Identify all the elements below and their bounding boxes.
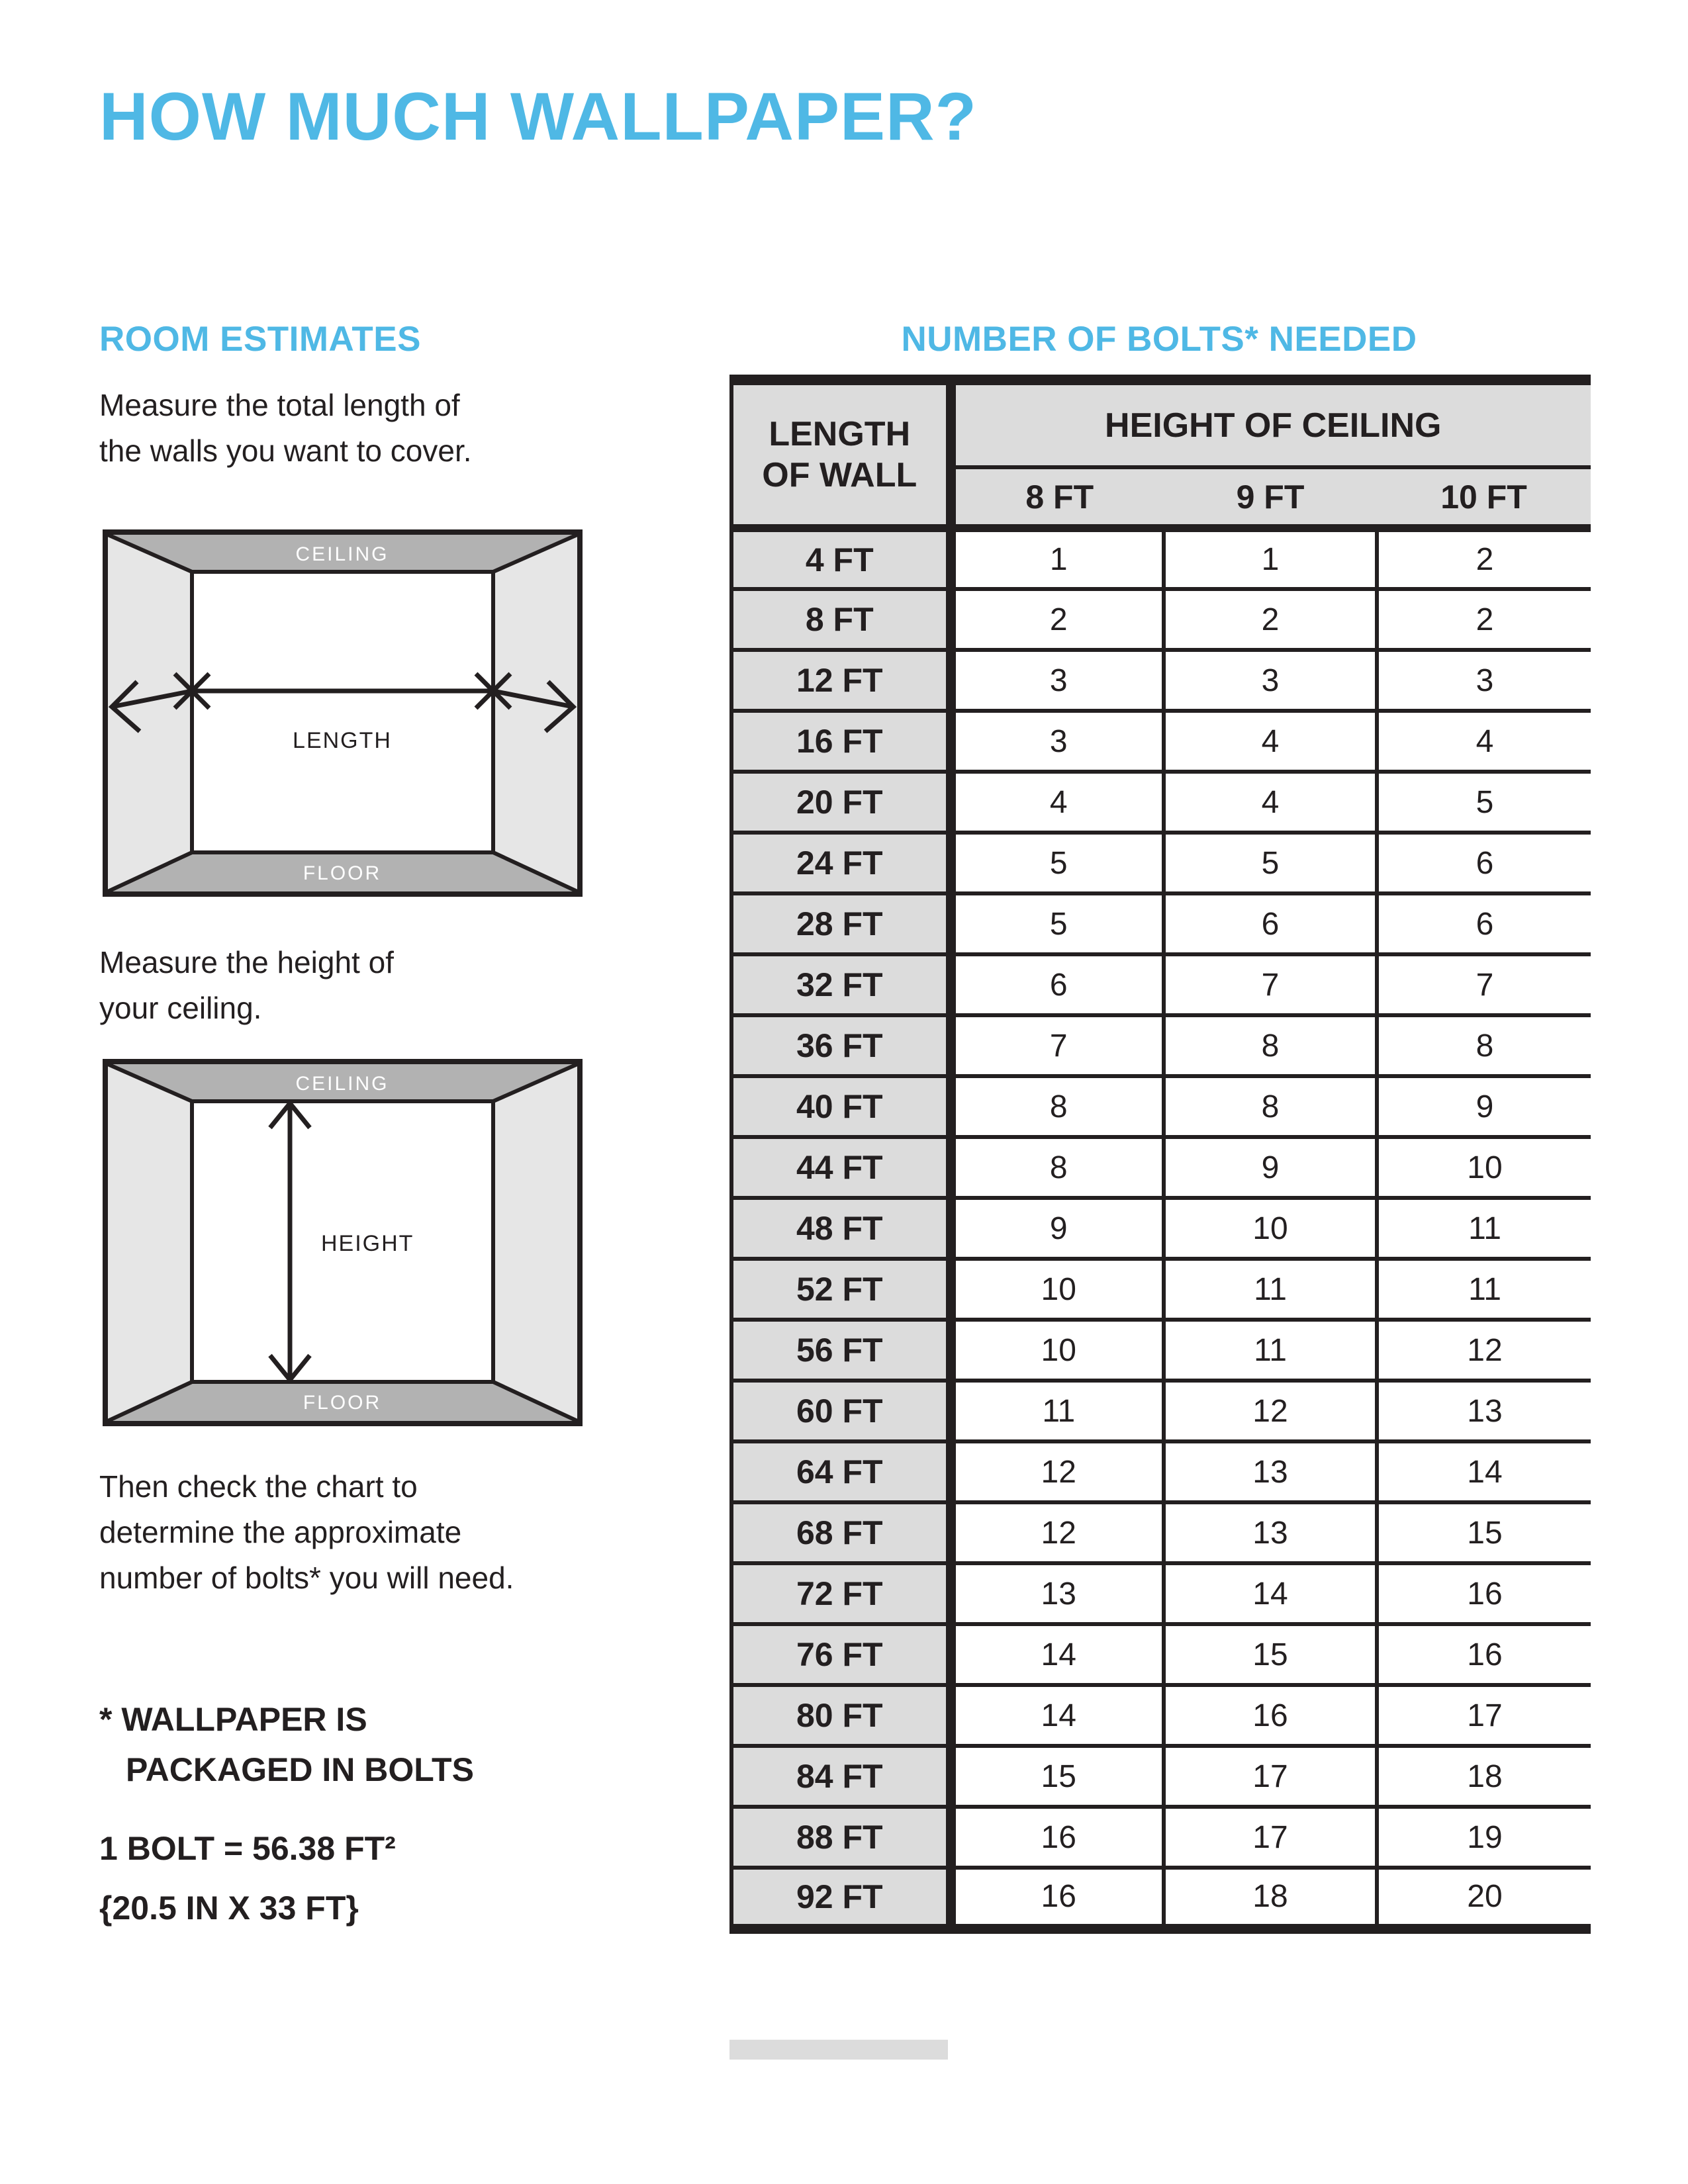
bolt-count-cell: 2 <box>951 589 1164 650</box>
bolt-count-cell: 16 <box>951 1868 1164 1929</box>
room-height-diagram <box>103 1059 583 1426</box>
table-row <box>731 772 1591 833</box>
instruction-check-chart <box>99 1464 514 1601</box>
bolt-count-cell: 2 <box>1164 589 1377 650</box>
table-row <box>731 1807 1591 1868</box>
length-of-wall-header <box>731 380 951 528</box>
wall-length-cell: 84 FT <box>731 1746 951 1807</box>
bolt-count-cell: 14 <box>951 1685 1164 1746</box>
bolt-count-cell: 11 <box>1377 1198 1591 1259</box>
table-row <box>731 1563 1591 1624</box>
bolt-count-cell: 18 <box>1164 1868 1377 1929</box>
bolt-count-cell: 5 <box>1164 833 1377 893</box>
bolt-count-cell: 16 <box>1164 1685 1377 1746</box>
bolt-count-cell: 17 <box>1377 1685 1591 1746</box>
left-wall-surface <box>108 1064 192 1421</box>
bolt-count-cell: 3 <box>1164 650 1377 711</box>
wall-length-cell: 76 FT <box>731 1624 951 1685</box>
bolt-count-cell: 10 <box>951 1259 1164 1320</box>
col-header-10ft: 10 FT <box>1377 467 1591 528</box>
bolt-count-cell: 19 <box>1377 1807 1591 1868</box>
bolt-count-cell: 10 <box>1164 1198 1377 1259</box>
table-row <box>731 711 1591 772</box>
bolt-count-cell: 9 <box>951 1198 1164 1259</box>
bolt-count-cell: 12 <box>1377 1320 1591 1381</box>
wall-length-cell: 72 FT <box>731 1563 951 1624</box>
bolt-count-cell: 13 <box>1164 1502 1377 1563</box>
bolt-count-cell: 16 <box>1377 1624 1591 1685</box>
bolt-count-cell: 13 <box>1164 1441 1377 1502</box>
footnote-line: PACKAGED IN BOLTS <box>126 1751 474 1788</box>
table-row <box>731 1624 1591 1685</box>
bolt-count-cell: 16 <box>1377 1563 1591 1624</box>
room-length-diagram <box>103 529 583 897</box>
bolt-count-cell: 2 <box>1377 589 1591 650</box>
bolt-count-cell: 11 <box>1164 1320 1377 1381</box>
wall-length-cell: 4 FT <box>731 528 951 589</box>
bolt-count-cell: 14 <box>1377 1441 1591 1502</box>
wall-length-cell: 8 FT <box>731 589 951 650</box>
instruction-line: Measure the height of <box>99 945 394 979</box>
bolt-count-cell: 12 <box>1164 1381 1377 1441</box>
right-wall-surface <box>493 1064 577 1421</box>
bolt-count-cell: 6 <box>951 954 1164 1015</box>
instruction-line: number of bolts* you will need. <box>99 1561 514 1595</box>
instruction-line: determine the approximate <box>99 1515 462 1549</box>
height-dimension-label: HEIGHT <box>321 1231 414 1256</box>
bolt-count-cell: 17 <box>1164 1746 1377 1807</box>
col-header-8ft: 8 FT <box>951 467 1164 528</box>
wall-length-cell: 52 FT <box>731 1259 951 1320</box>
table-row <box>731 1076 1591 1137</box>
bolt-count-cell: 14 <box>951 1624 1164 1685</box>
wall-length-cell: 16 FT <box>731 711 951 772</box>
height-of-ceiling-header: HEIGHT OF CEILING <box>951 380 1591 467</box>
table-row <box>731 893 1591 954</box>
bolt-count-cell: 16 <box>951 1807 1164 1868</box>
wall-length-cell: 88 FT <box>731 1807 951 1868</box>
bolts-table-heading: NUMBER OF BOLTS* NEEDED <box>901 320 1417 359</box>
header-line: OF WALL <box>762 456 917 494</box>
bolt-count-cell: 4 <box>951 772 1164 833</box>
table-left-column-stub <box>729 2040 948 2060</box>
header-line: LENGTH <box>769 415 911 453</box>
page-title: HOW MUCH WALLPAPER? <box>99 79 977 154</box>
bolt-count-cell: 1 <box>1049 542 1068 577</box>
bolt-count-cell: 9 <box>1164 1137 1377 1198</box>
bolt-count-cell: 2 <box>1377 528 1591 589</box>
wall-length-cell: 60 FT <box>731 1381 951 1441</box>
wall-length-cell: 28 FT <box>731 893 951 954</box>
table-row <box>731 1198 1591 1259</box>
wall-length-cell: 68 FT <box>731 1502 951 1563</box>
table-row <box>731 1259 1591 1320</box>
length-dimension-label: LENGTH <box>293 728 392 753</box>
bolt-count-cell: 12 <box>951 1441 1164 1502</box>
footnote-line: * WALLPAPER IS <box>99 1701 367 1738</box>
table-row <box>731 833 1591 893</box>
table-row <box>731 1502 1591 1563</box>
bolt-count-cell: 7 <box>951 1015 1164 1076</box>
instruction-line: Measure the total length of <box>99 388 460 422</box>
bolt-count-cell: 5 <box>951 833 1164 893</box>
bolt-count-cell: 8 <box>1164 1015 1377 1076</box>
wall-length-cell: 24 FT <box>731 833 951 893</box>
bolt-count-cell: 8 <box>951 1137 1164 1198</box>
bolt-count-cell: 11 <box>951 1381 1164 1441</box>
bolt-count-cell: 9 <box>1377 1076 1591 1137</box>
instruction-measure-length <box>99 383 472 474</box>
table-row <box>731 1137 1591 1198</box>
bolt-count-cell: 6 <box>1377 893 1591 954</box>
table-row <box>731 1015 1591 1076</box>
bolt-count-cell: 17 <box>1164 1807 1377 1868</box>
floor-label: FLOOR <box>303 1392 382 1414</box>
bolt-count-cell: 5 <box>1377 772 1591 833</box>
bolt-spec-line: 1 BOLT = 56.38 FT² <box>99 1830 396 1867</box>
bolt-count-cell: 12 <box>951 1502 1164 1563</box>
table-row <box>731 528 1591 589</box>
instruction-line: your ceiling. <box>99 991 262 1025</box>
bolt-count-cell: 8 <box>1164 1076 1377 1137</box>
wall-length-cell: 92 FT <box>731 1868 951 1929</box>
table-header-row <box>731 380 1591 467</box>
wall-length-cell: 64 FT <box>731 1441 951 1502</box>
bolt-spec <box>99 1819 396 1938</box>
bolt-count-cell: 15 <box>1377 1502 1591 1563</box>
table-row <box>731 1320 1591 1381</box>
ceiling-label: CEILING <box>295 1073 389 1095</box>
instruction-measure-height <box>99 940 394 1031</box>
wall-length-cell: 20 FT <box>731 772 951 833</box>
bolt-count-cell: 7 <box>1164 954 1377 1015</box>
bolt-count-cell: 3 <box>951 711 1164 772</box>
bolt-count-cell: 10 <box>951 1320 1164 1381</box>
wall-length-cell: 80 FT <box>731 1685 951 1746</box>
bolt-count-cell: 15 <box>1164 1624 1377 1685</box>
bolt-count-cell: 20 <box>1377 1868 1591 1929</box>
bolt-count-cell: 11 <box>1164 1259 1377 1320</box>
table-row <box>731 1746 1591 1807</box>
wall-length-cell: 12 FT <box>731 650 951 711</box>
table-row <box>731 589 1591 650</box>
wall-length-cell: 32 FT <box>731 954 951 1015</box>
room-estimates-heading: ROOM ESTIMATES <box>99 320 421 359</box>
bolt-count-cell: 6 <box>1377 833 1591 893</box>
table-row <box>731 1441 1591 1502</box>
wall-length-cell: 44 FT <box>731 1137 951 1198</box>
bolt-count-cell: 11 <box>1377 1259 1591 1320</box>
wall-length-cell: 40 FT <box>731 1076 951 1137</box>
bolt-count-cell: 10 <box>1377 1137 1591 1198</box>
table-row <box>731 1381 1591 1441</box>
bolts-table-body <box>731 528 1591 1929</box>
bolt-count-cell: 14 <box>1164 1563 1377 1624</box>
wall-length-cell: 48 FT <box>731 1198 951 1259</box>
bolt-count-cell: 15 <box>951 1746 1164 1807</box>
bolt-count-cell: 7 <box>1377 954 1591 1015</box>
bolts-table <box>729 375 1591 1934</box>
instruction-line: Then check the chart to <box>99 1469 418 1504</box>
bolts-footnote <box>99 1694 474 1795</box>
bolt-count-cell: 13 <box>1377 1381 1591 1441</box>
table-row <box>731 1868 1591 1929</box>
wall-length-cell: 56 FT <box>731 1320 951 1381</box>
col-header-9ft: 9 FT <box>1164 467 1377 528</box>
instruction-line: the walls you want to cover. <box>99 433 472 468</box>
bolt-count-cell: 6 <box>1164 893 1377 954</box>
floor-label: FLOOR <box>303 862 382 884</box>
bolt-count-cell: 18 <box>1377 1746 1591 1807</box>
bolt-count-cell: 1 <box>1164 528 1377 589</box>
bolt-count-cell: 3 <box>951 650 1164 711</box>
bolt-count-cell: 4 <box>1164 711 1377 772</box>
bolt-count-cell: 4 <box>1377 711 1591 772</box>
table-row <box>731 650 1591 711</box>
bolt-spec-line: {20.5 IN X 33 FT} <box>99 1889 359 1927</box>
bolt-count-cell: 8 <box>1377 1015 1591 1076</box>
bolt-count-cell: 8 <box>951 1076 1164 1137</box>
bolt-count-cell: 5 <box>951 893 1164 954</box>
wall-length-cell: 36 FT <box>731 1015 951 1076</box>
table-row <box>731 1685 1591 1746</box>
bolt-count-cell: 13 <box>951 1563 1164 1624</box>
table-row <box>731 954 1591 1015</box>
bolt-count-cell: 3 <box>1377 650 1591 711</box>
ceiling-label: CEILING <box>295 543 389 565</box>
bolt-count-cell: 4 <box>1164 772 1377 833</box>
